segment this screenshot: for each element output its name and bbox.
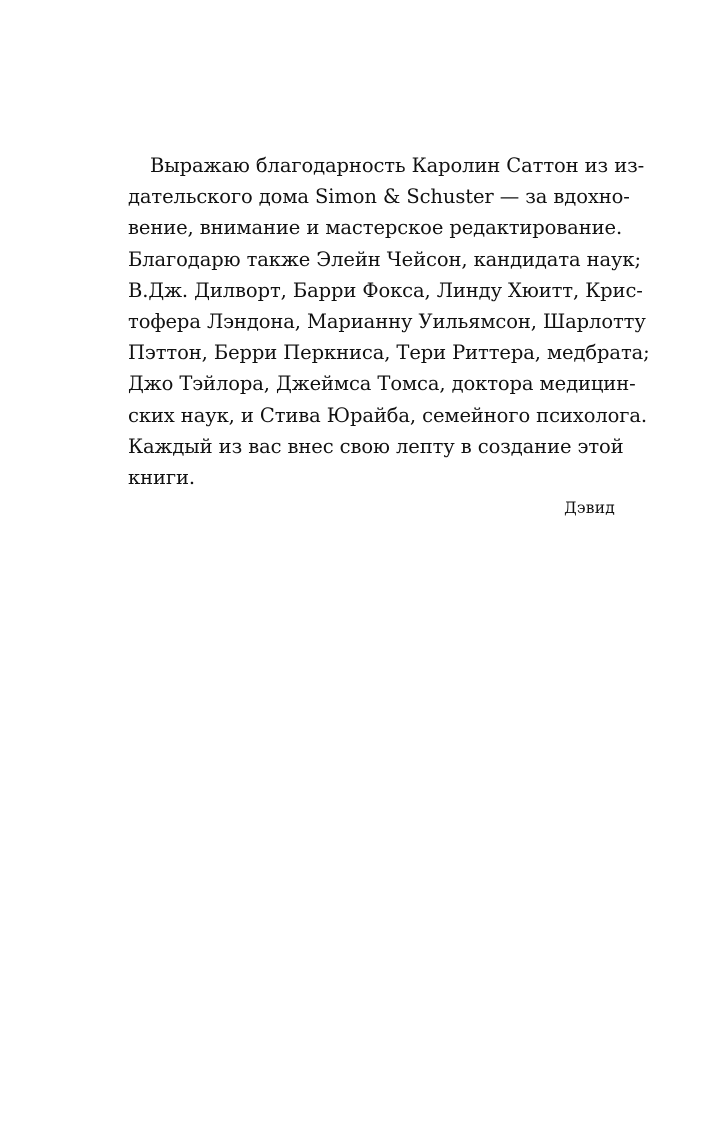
paragraph-line: Выражаю благодарность Каролин Саттон из из- [150, 154, 645, 177]
paragraph-line: дательского дома Simon & Schuster — за вдохно- [128, 185, 630, 209]
paragraph-line: вение, внимание и мастерское редактирование. [128, 216, 623, 240]
author-signature: Дэвид [564, 499, 615, 518]
paragraph-line: В.Дж. Дилворт, Барри Фокса, Линду Хюитт, Крис- [128, 278, 643, 302]
paragraph-line: Джо Тэйлора, Джеймса Томса, доктора медицин- [128, 372, 636, 396]
paragraph-line: ских наук, и Стива Юрайба, семейного психолога. [128, 403, 648, 427]
paragraph-line: тофера Лэндона, Марианну Уильямсон, Шарлотту [128, 309, 646, 333]
paragraph-line: Каждый из вас внес свою лепту в создание этой [128, 434, 624, 458]
paragraph-line: Благодарю также Элейн Чейсон, кандидата наук; [128, 247, 641, 271]
acknowledgement-paragraph [128, 150, 650, 493]
acknowledgement-section [128, 150, 650, 521]
paragraph-line: Пэттон, Берри Перкниса, Тери Риттера, медбрата; [128, 341, 650, 365]
paragraph-line: книги. [128, 465, 195, 489]
